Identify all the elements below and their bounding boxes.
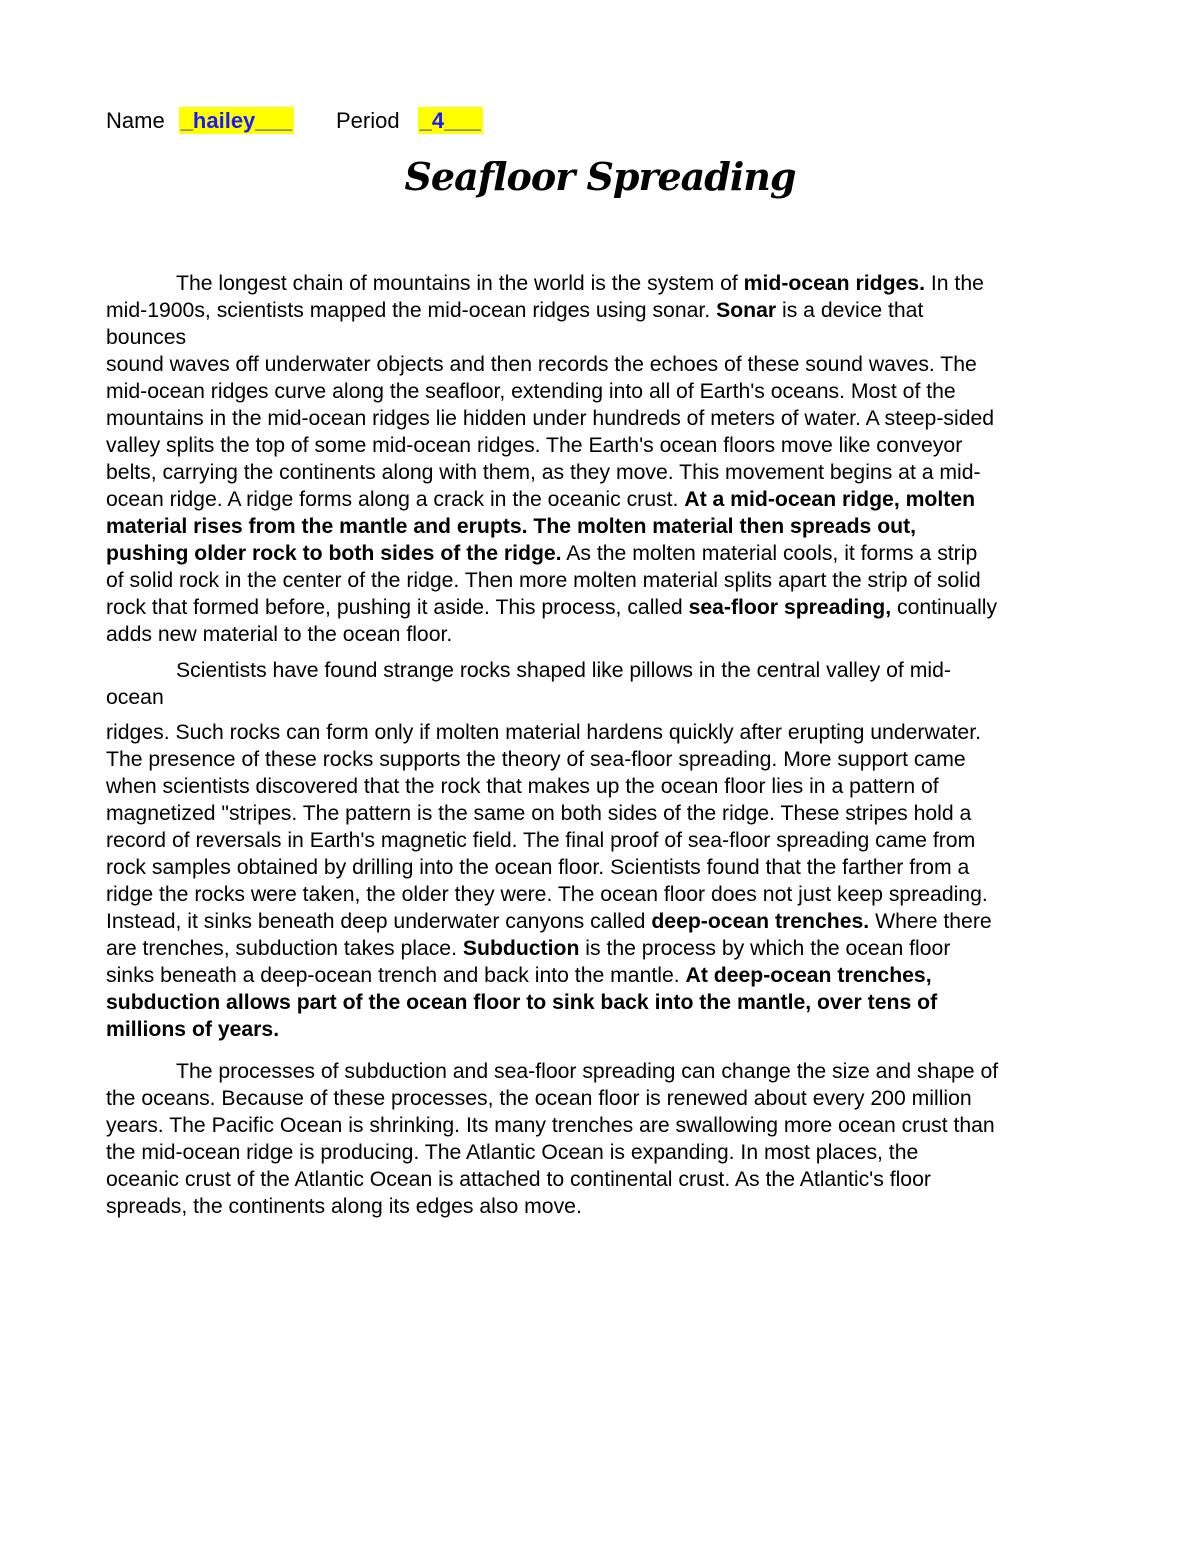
text-line: Scientists have found strange rocks shaped like pillows in the central valley of mid- bbox=[176, 659, 951, 682]
line-gap bbox=[106, 711, 1106, 719]
text-line: when scientists discovered that the rock that makes up the ocean floor lies in a pattern of bbox=[106, 775, 939, 798]
text-line: adds new material to the ocean floor. bbox=[106, 623, 453, 646]
text-line: ridges. Such rocks can form only if molten material hardens quickly after erupting underwater. bbox=[106, 721, 981, 744]
header-line bbox=[106, 106, 483, 136]
text-line: material rises from the mantle and erupts. The molten material then spreads out, bbox=[106, 515, 917, 538]
text-line: record of reversals in Earth's magnetic field. The final proof of sea-floor spreading came from bbox=[106, 829, 976, 852]
text-line: ridge the rocks were taken, the older they were. The ocean floor does not just keep spreading. bbox=[106, 883, 988, 906]
name-label: Name bbox=[106, 108, 165, 133]
period-label: Period bbox=[336, 108, 400, 133]
period-value[interactable]: _4___ bbox=[419, 108, 481, 133]
paragraph-2 bbox=[106, 657, 1106, 1043]
text-line: mid-ocean ridges curve along the seafloor, extending into all of Earth's oceans. Most of the bbox=[106, 380, 956, 403]
text-line: are trenches, subduction takes place. Subduction is the process by which the ocean floor bbox=[106, 937, 951, 960]
text-line: the mid-ocean ridge is producing. The Atlantic Ocean is expanding. In most places, the bbox=[106, 1141, 919, 1164]
page-title: Seafloor Spreading bbox=[404, 154, 796, 199]
text-line: millions of years. bbox=[106, 1018, 280, 1041]
paragraph-1 bbox=[106, 270, 1106, 648]
text-line: the oceans. Because of these processes, the ocean floor is renewed about every 200 million bbox=[106, 1087, 972, 1110]
text-line: valley splits the top of some mid-ocean ridges. The Earth's ocean floors move like conveyor bbox=[106, 434, 963, 457]
text-line: The processes of subduction and sea-floor spreading can change the size and shape of bbox=[176, 1060, 999, 1083]
text-line: ocean bbox=[106, 686, 164, 709]
text-line: rock that formed before, pushing it aside. This process, called sea-floor spreading, continually bbox=[106, 596, 998, 619]
name-value[interactable]: _hailey___ bbox=[180, 108, 292, 133]
text-line: rock samples obtained by drilling into the ocean floor. Scientists found that the farther from a bbox=[106, 856, 970, 879]
text-line: mid-1900s, scientists mapped the mid-ocean ridges using sonar. Sonar is a device that bbox=[106, 299, 924, 322]
text-line: oceanic crust of the Atlantic Ocean is attached to continental crust. As the Atlantic's floor bbox=[106, 1168, 931, 1191]
paragraph-3 bbox=[106, 1058, 1106, 1220]
text-line: of solid rock in the center of the ridge. Then more molten material splits apart the strip of solid bbox=[106, 569, 981, 592]
text-line: Instead, it sinks beneath deep underwater canyons called deep-ocean trenches. Where there bbox=[106, 910, 992, 933]
text-line: The longest chain of mountains in the world is the system of mid-ocean ridges. In the bbox=[176, 272, 984, 295]
text-line: The presence of these rocks supports the theory of sea-floor spreading. More support came bbox=[106, 748, 966, 771]
text-line: ocean ridge. A ridge forms along a crack in the oceanic crust. At a mid-ocean ridge, molten bbox=[106, 488, 976, 511]
text-line: years. The Pacific Ocean is shrinking. Its many trenches are swallowing more ocean crust than bbox=[106, 1114, 995, 1137]
text-line: magnetized "stripes. The pattern is the same on both sides of the ridge. These stripes hold a bbox=[106, 802, 972, 825]
text-line: subduction allows part of the ocean floor to sink back into the mantle, over tens of bbox=[106, 991, 938, 1014]
text-line: sinks beneath a deep-ocean trench and back into the mantle. At deep-ocean trenches, bbox=[106, 964, 932, 987]
text-line: mountains in the mid-ocean ridges lie hidden under hundreds of meters of water. A steep-sided bbox=[106, 407, 995, 430]
text-line: sound waves off underwater objects and then records the echoes of these sound waves. The bbox=[106, 353, 977, 376]
text-line: pushing older rock to both sides of the ridge. As the molten material cools, it forms a strip bbox=[106, 542, 978, 565]
text-line: spreads, the continents along its edges also move. bbox=[106, 1195, 582, 1218]
text-line: belts, carrying the continents along with them, as they move. This movement begins at a mid- bbox=[106, 461, 981, 484]
text-line: bounces bbox=[106, 326, 187, 349]
